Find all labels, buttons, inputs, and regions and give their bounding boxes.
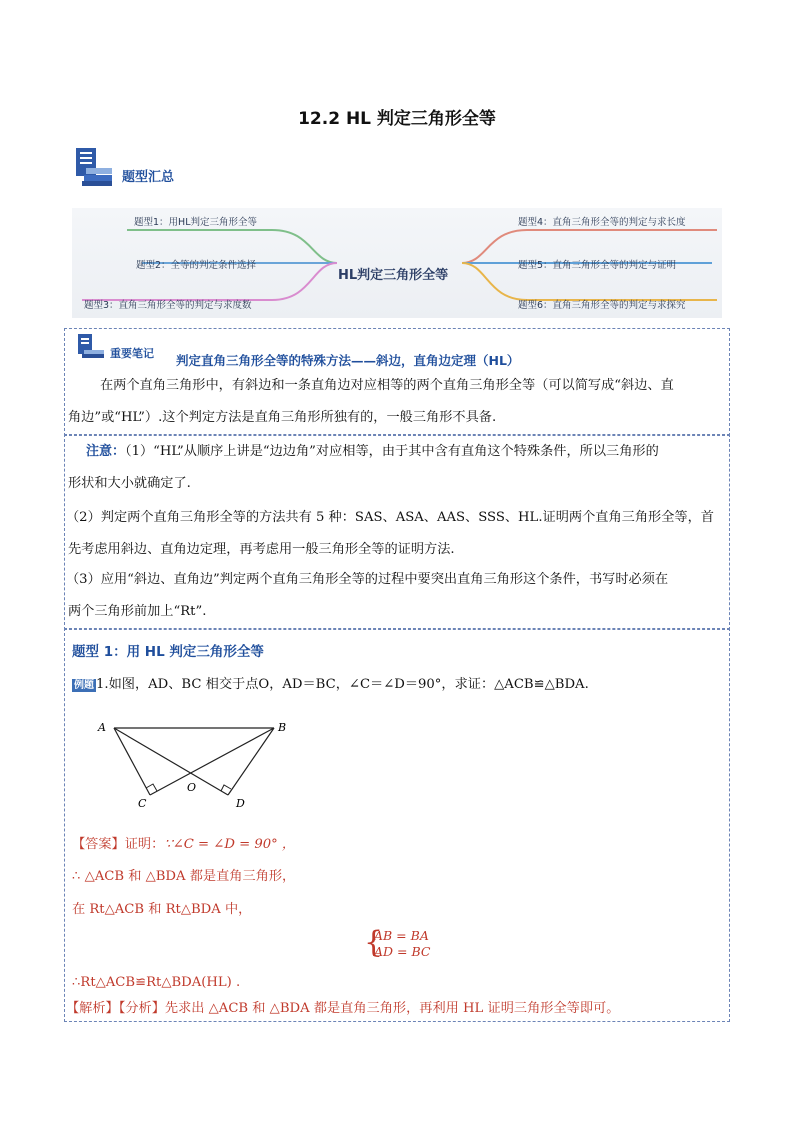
left-brace: {: [364, 925, 384, 960]
mindmap-right-item-5: 题型5：直角三角形全等的判定与证明: [518, 260, 677, 271]
note1-line2: 形状和大小就确定了.: [68, 476, 191, 491]
book-stack-icon: [74, 146, 116, 188]
notes-label: 重要笔记: [110, 347, 154, 360]
problem-line: [72, 670, 589, 701]
note2-line2: 先考虑用斜边、直角边定理，再考虑用一般三角形全等的证明方法.: [68, 542, 455, 557]
note2-line1: （2）判定两个直角三角形全等的方法共有 5 种：SAS、ASA、AAS、SSS、HL.证明两个直角三角形全等，首: [66, 510, 714, 525]
section-label-summary: 题型汇总: [122, 170, 175, 185]
answer-line1: [72, 830, 295, 860]
note1-line1: 注意：（1）“HL”从顺序上讲是“边边角”对应相等，由于其中含有直角这个特殊条件，所以三角形的: [86, 444, 659, 459]
label-B: B: [278, 721, 287, 734]
label-A: A: [98, 721, 106, 734]
mindmap-left-item-3: 题型3：直角三角形全等的判定与求度数: [84, 300, 252, 311]
mindmap-right-item-6: 题型6：直角三角形全等的判定与求探究: [518, 300, 686, 311]
conclusion: ∴Rt△ACB≌Rt△BDA(HL) .: [72, 975, 241, 990]
type1-heading: 题型 1：用 HL 判定三角形全等: [72, 644, 264, 660]
answer-tag: 【答案】: [72, 837, 125, 852]
analysis-line: [66, 994, 619, 1024]
note3-line2: 两个三角形前加上“Rt”.: [68, 604, 207, 619]
note-prefix: 注意：: [86, 444, 126, 459]
notes-para1-line1: 在两个直角三角形中，有斜边和一条直角边对应相等的两个直角三角形全等（可以简写成“斜边、直: [100, 378, 674, 393]
equation-1: AB = BA: [374, 928, 429, 943]
mindmap-center: HL判定三角形全等: [338, 268, 449, 283]
page-title: 12.2 HL 判定三角形全等: [298, 109, 496, 129]
mindmap-left-item-2: 题型2：全等的判定条件选择: [136, 260, 257, 271]
analysis-tag: 【解析】【分析】: [66, 1001, 165, 1016]
label-C: C: [138, 797, 147, 810]
label-D: D: [236, 797, 245, 810]
answer-prefix: 证明：: [124, 837, 165, 852]
example-badge: 例题: [74, 680, 94, 691]
notes-heading: 判定直角三角形全等的特殊方法——斜边，直角边定理（HL）: [176, 353, 520, 368]
problem-text: 1.如图，AD、BC 相交于点O，AD＝BC，∠C＝∠D＝90°，求证：△ACB≌△BDA.: [96, 677, 589, 692]
label-O: O: [187, 781, 197, 794]
geometry-figure: [90, 715, 310, 815]
mindmap-right-item-4: 题型4：直角三角形全等的判定与求长度: [518, 217, 686, 228]
answer-math: ∵∠C = ∠D = 90° ，: [164, 837, 296, 852]
equation-2: AD = BC: [374, 944, 431, 959]
analysis-text: 先求出 △ACB 和 △BDA 都是直角三角形，再利用 HL 证明三角形全等即可。: [164, 1001, 620, 1016]
note3-line1: （3）应用“斜边、直角边”判定两个直角三角形全等的过程中要突出直角三角形这个条件，书写时必须在: [66, 572, 669, 587]
mindmap-left-item-1: 题型1：用HL判定三角形全等: [134, 217, 257, 228]
notes-para1-line2: 角边”或“HL”）.这个判定方法是直角三角形所独有的，一般三角形不具备.: [68, 410, 497, 425]
answer-line3: 在 Rt△ACB 和 Rt△BDA 中，: [72, 902, 252, 917]
notes-book-icon: [76, 332, 106, 360]
mindmap-panel: [72, 208, 722, 318]
answer-line2: ∴ △ACB 和 △BDA 都是直角三角形，: [72, 869, 296, 884]
